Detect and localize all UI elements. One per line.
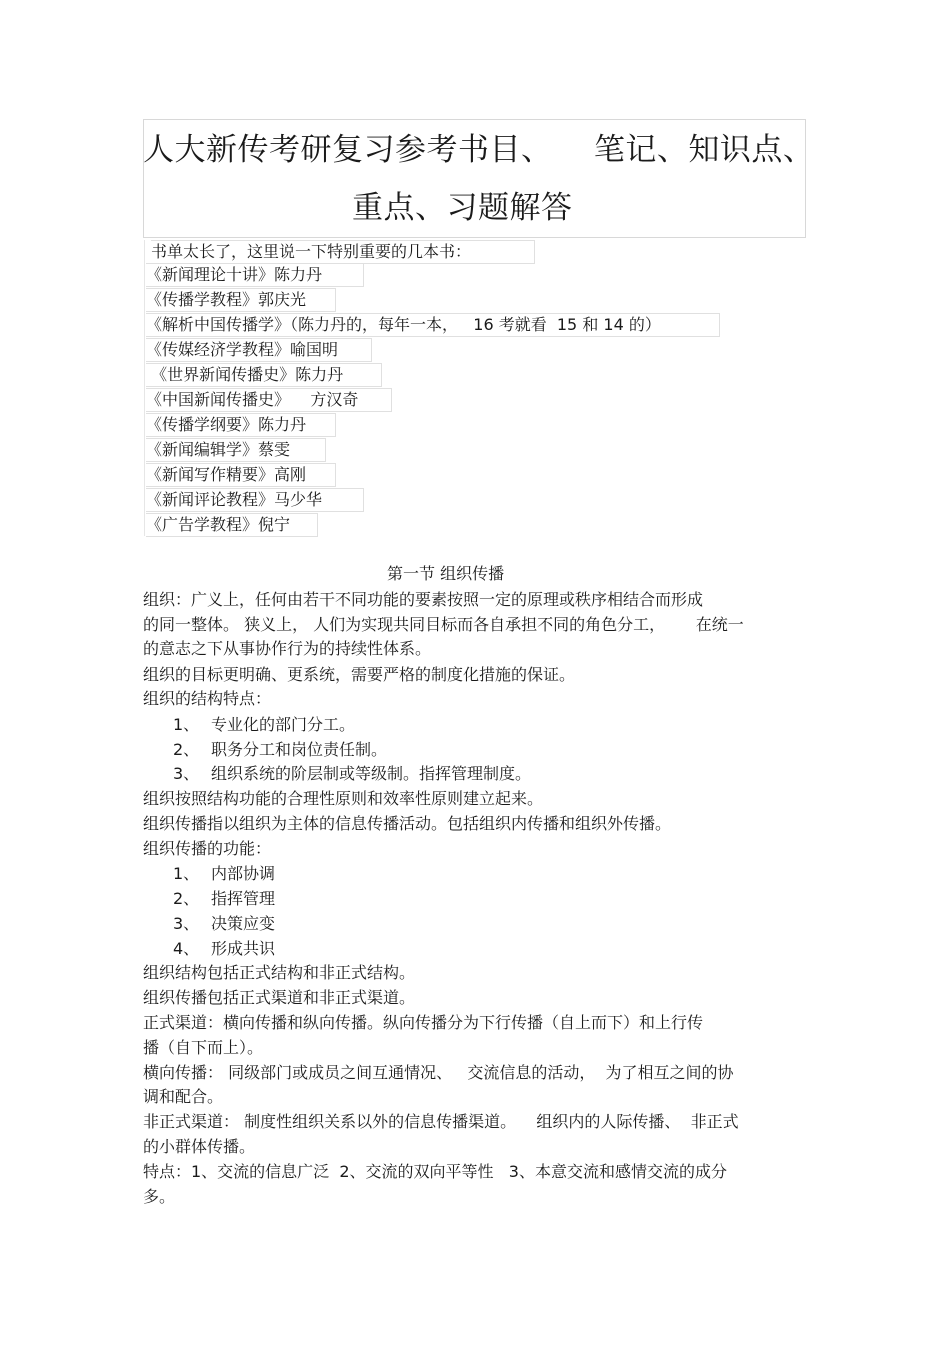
list-number: 2、 <box>173 889 200 908</box>
document-title-line-1: 人大新传考研复习参考书目、 笔记、知识点、 <box>143 132 815 168</box>
list-item: 职务分工和岗位责任制。 <box>211 740 388 759</box>
section-title: 第一节 组织传播 <box>387 564 505 583</box>
list-item: 形成共识 <box>211 939 276 958</box>
document-title-line-2: 重点、习题解答 <box>352 190 573 226</box>
paragraph-line: 调和配合。 <box>143 1087 224 1106</box>
paragraph-line: 正式渠道：横向传播和纵向传播。纵向传播分为下行传播（自上而下）和上行传 <box>143 1013 704 1032</box>
list-item: 专业化的部门分工。 <box>211 715 356 734</box>
intro-text: 书单太长了，这里说一下特别重要的几本书： <box>151 240 535 264</box>
paragraph-line: 横向传播： 同级部门或成员之间互通情况、 交流信息的活动， 为了相互之间的协 <box>143 1063 734 1082</box>
paragraph: 组织的结构特点： <box>143 689 272 708</box>
paragraph: 组织按照结构功能的合理性原则和效率性原则建立起来。 <box>143 789 544 808</box>
paragraph-line: 播（自下而上）。 <box>143 1038 264 1057</box>
list-item: 组织系统的阶层制或等级制。指挥管理制度。 <box>211 764 532 783</box>
book-item: 《广告学教程》倪宁 <box>146 513 318 537</box>
paragraph: 组织传播包括正式渠道和非正式渠道。 <box>143 988 416 1007</box>
list-number: 3、 <box>173 914 200 933</box>
paragraph: 组织结构包括正式结构和非正式结构。 <box>143 963 416 982</box>
paragraph-line: 的意志之下从事协作行为的持续性体系。 <box>143 639 432 658</box>
book-item: 《传媒经济学教程》喻国明 <box>146 338 372 362</box>
book-item: 《中国新闻传播史》 方汉奇 <box>146 388 392 412</box>
list-number: 4、 <box>173 939 200 958</box>
book-item: 《新闻评论教程》马少华 <box>146 488 364 512</box>
book-item: 《世界新闻传播史》陈力丹 <box>146 363 382 387</box>
list-item: 内部协调 <box>211 864 276 883</box>
paragraph-line: 的小群体传播。 <box>143 1137 256 1156</box>
book-item: 《新闻写作精要》高刚 <box>146 463 336 487</box>
paragraph-line: 特点：1、交流的信息广泛 2、交流的双向平等性 3、本意交流和感情交流的成分 <box>143 1162 727 1181</box>
paragraph-line: 组织：广义上，任何由若干不同功能的要素按照一定的原理或秩序相结合而形成 <box>143 590 704 609</box>
paragraph-line: 的同一整体。 狭义上， 人们为实现共同目标而各自承担不同的角色分工， 在统一 <box>143 615 744 634</box>
book-list-rule <box>144 240 145 536</box>
book-item: 《传播学纲要》陈力丹 <box>146 413 336 437</box>
list-number: 1、 <box>173 864 200 883</box>
paragraph: 组织的目标更明确、更系统，需要严格的制度化措施的保证。 <box>143 665 576 684</box>
list-item: 决策应变 <box>211 914 276 933</box>
paragraph-line: 非正式渠道： 制度性组织关系以外的信息传播渠道。 组织内的人际传播、 非正式 <box>143 1112 739 1131</box>
paragraph: 组织传播的功能： <box>143 839 272 858</box>
book-item: 《新闻编辑学》蔡雯 <box>146 438 326 462</box>
list-number: 2、 <box>173 740 200 759</box>
paragraph: 组织传播指以组织为主体的信息传播活动。包括组织内传播和组织外传播。 <box>143 814 672 833</box>
list-number: 1、 <box>173 715 200 734</box>
book-item: 《解析中国传播学》（陈力丹的，每年一本， 16 考就看 15 和 14 的） <box>146 313 720 337</box>
list-number: 3、 <box>173 764 200 783</box>
paragraph-line: 多。 <box>143 1187 176 1206</box>
book-item: 《新闻理论十讲》陈力丹 <box>146 263 364 287</box>
book-item: 《传播学教程》郭庆光 <box>146 288 336 312</box>
list-item: 指挥管理 <box>211 889 276 908</box>
